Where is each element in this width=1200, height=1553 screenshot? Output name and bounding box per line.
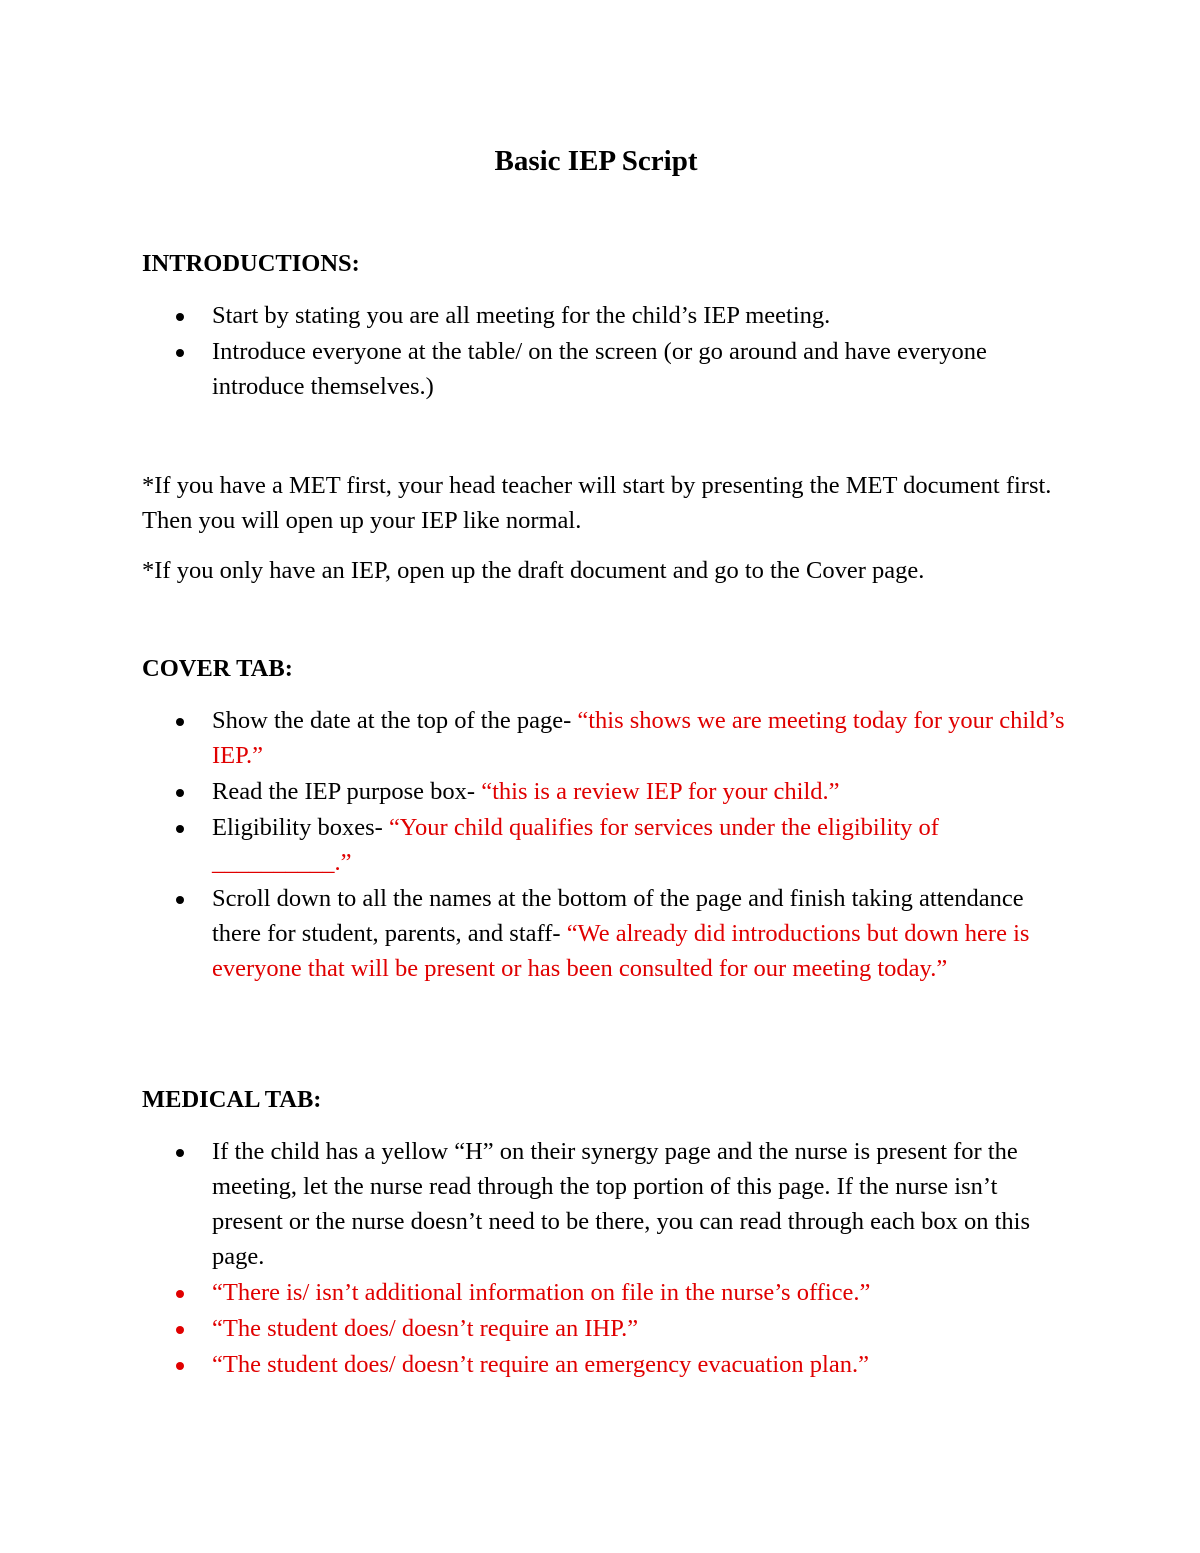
list-item xyxy=(212,881,1072,986)
list-item-text: Eligibility boxes- xyxy=(212,814,389,841)
bullet-icon xyxy=(176,1362,184,1370)
page-title: Basic IEP Script xyxy=(494,145,698,177)
list-item-quote: “The student does/ doesn’t require an IHP.” xyxy=(212,1315,639,1342)
list-item-text: Read the IEP purpose box- xyxy=(212,778,482,805)
list-item xyxy=(212,1311,1072,1346)
bullet-icon xyxy=(176,349,184,357)
bullet-icon xyxy=(176,789,184,797)
list-item-quote: “We already did introductions but down here is everyone that will be present or has been consulted for our meeting today.” xyxy=(212,920,1030,982)
met-note: *If you have a MET first, your head teacher will start by presenting the MET document first. Then you will open up your IEP like normal. xyxy=(142,472,1052,534)
list-item-text: Introduce everyone at the table/ on the screen (or go around and have everyone introduce themselves.) xyxy=(212,338,987,400)
list-item-text: Show the date at the top of the page- xyxy=(212,707,578,734)
bullet-icon xyxy=(176,718,184,726)
list-item-text: Scroll down to all the names at the bottom of the page and finish taking attendance there for student, parents, and staff- xyxy=(212,885,1024,947)
medical-tab-list xyxy=(212,1134,1072,1383)
list-item xyxy=(212,810,1072,880)
bullet-icon xyxy=(176,896,184,904)
list-item-quote: “this is a review IEP for your child.” xyxy=(481,778,840,805)
list-item-quote: “There is/ isn’t additional information on file in the nurse’s office.” xyxy=(212,1279,871,1306)
list-item xyxy=(212,298,1072,333)
list-item-quote: “Your child qualifies for services under the eligibility of __________.” xyxy=(212,814,939,876)
bullet-icon xyxy=(176,1290,184,1298)
list-item xyxy=(212,703,1072,773)
list-item xyxy=(212,334,1072,404)
section-heading-introductions: INTRODUCTIONS: xyxy=(142,250,360,277)
bullet-icon xyxy=(176,825,184,833)
list-item-text: If the child has a yellow “H” on their synergy page and the nurse is present for the meeting, let the nurse read through the top portion of this page. If the nurse isn’t present or the nurse doesn’t need to be there, you can read through each box on this page. xyxy=(212,1138,1030,1270)
list-item xyxy=(212,1275,1072,1310)
list-item xyxy=(212,1347,1072,1382)
introductions-list xyxy=(212,298,1072,405)
list-item-text: Start by stating you are all meeting for the child’s IEP meeting. xyxy=(212,302,831,329)
bullet-icon xyxy=(176,1149,184,1157)
bullet-icon xyxy=(176,313,184,321)
bullet-icon xyxy=(176,1326,184,1334)
iep-note: *If you only have an IEP, open up the draft document and go to the Cover page. xyxy=(142,557,925,584)
section-heading-cover-tab: COVER TAB: xyxy=(142,655,293,682)
list-item-quote: “this shows we are meeting today for your child’s IEP.” xyxy=(212,707,1065,769)
list-item xyxy=(212,774,1072,809)
list-item-quote: “The student does/ doesn’t require an emergency evacuation plan.” xyxy=(212,1351,869,1378)
list-item xyxy=(212,1134,1072,1274)
section-heading-medical-tab: MEDICAL TAB: xyxy=(142,1086,322,1113)
cover-tab-list xyxy=(212,703,1072,987)
